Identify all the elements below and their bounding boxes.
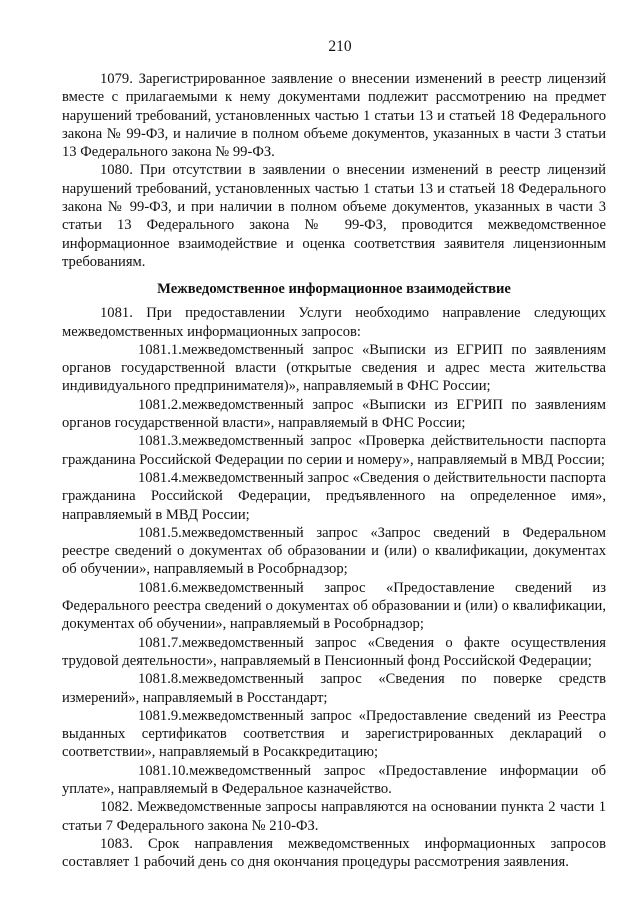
request-text: межведомственный запрос «Запрос сведений в Федеральном реестре сведений о документах об образовании и (или) о квалификации, документах об обучении», направляемый в Рособрнадзор; bbox=[62, 524, 606, 578]
request-number: 1081.5. bbox=[138, 524, 182, 541]
request-list bbox=[62, 341, 606, 798]
request-number: 1081.9. bbox=[138, 707, 182, 724]
request-text: межведомственный запрос «Предоставление информации об уплате», направляемый в Федеральное казначейство. bbox=[62, 762, 606, 797]
paragraph-1079: 1079. Зарегистрированное заявление о внесении изменений в реестр лицензий вместе с прилагаемыми к нему документами подлежит рассмотрению на предмет нарушений требований, установленных частью 1 статьи 13 и статьей 18 Федерального закона № 99-ФЗ, и наличие в полном объеме документов, указанных в части 3 статьи 13 Федерального закона № 99-ФЗ. bbox=[62, 71, 606, 161]
request-item bbox=[62, 341, 606, 396]
request-text: межведомственный запрос «Предоставление сведений из Федерального реестра сведений о документах об образовании и (или) о квалификации, документах об обучении», направляемый в Рособрнадзор; bbox=[62, 579, 606, 633]
request-item bbox=[62, 524, 606, 579]
request-number: 1081.7. bbox=[138, 634, 182, 651]
request-text: межведомственный запрос «Сведения по поверке средств измерений», направляемый в Росстандарт; bbox=[62, 671, 606, 706]
request-text: межведомственный запрос «Проверка действительности паспорта гражданина Российской Федерации по серии и номеру», направляемый в МВД России; bbox=[62, 433, 606, 468]
request-item bbox=[62, 432, 606, 469]
request-number: 1081.3. bbox=[138, 433, 182, 450]
request-text: межведомственный запрос «Выписки из ЕГРИП по заявлениям органов государственной власти», направляемый в ФНС России; bbox=[62, 396, 606, 432]
request-number: 1081.10. bbox=[138, 762, 190, 779]
request-number: 1081.4. bbox=[138, 469, 182, 486]
section-heading: Межведомственное информационное взаимодействие bbox=[157, 281, 511, 298]
request-item bbox=[62, 670, 606, 707]
request-item bbox=[62, 707, 606, 762]
paragraph-1081-intro: 1081. При предоставлении Услуги необходимо направление следующих межведомственных информационных запросов: bbox=[62, 305, 606, 340]
request-item bbox=[62, 579, 606, 634]
request-text: межведомственный запрос «Сведения о действительности паспорта гражданина Российской Федерации, предъявленного на определенное имя», направляемый в МВД России; bbox=[62, 469, 606, 523]
request-item bbox=[62, 762, 606, 799]
paragraph-1080: 1080. При отсутствии в заявлении о внесении изменений в реестр лицензий нарушений требований, установленных частью 1 статьи 13 и статьей 18 Федерального закона № 99-ФЗ, и при наличии в полном объеме документов, указанных в части 3 статьи 13 Федерального закона № 99-ФЗ, проводится межведомственное информационное взаимодействие и оценка соответствия заявителя лицензионным требованиям. bbox=[62, 162, 606, 270]
request-item bbox=[62, 469, 606, 524]
request-number: 1081.6. bbox=[138, 579, 182, 596]
request-number: 1081.1. bbox=[138, 341, 182, 358]
paragraph-1082: 1082. Межведомственные запросы направляются на основании пункта 2 части 1 статьи 7 Федерального закона № 210-ФЗ. bbox=[62, 799, 606, 834]
request-text: межведомственный запрос «Выписки из ЕГРИП по заявлениям органов государственной власти (открытые сведения и адрес места жительства индивидуального предпринимателя)», направляемый в ФНС России; bbox=[62, 341, 606, 395]
request-number: 1081.2. bbox=[138, 396, 182, 413]
request-text: межведомственный запрос «Сведения о факте осуществления трудовой деятельности», направляемый в Пенсионный фонд Российской Федерации; bbox=[62, 634, 606, 669]
page-number: 210 bbox=[328, 38, 352, 55]
request-text: межведомственный запрос «Предоставление сведений из Реестра выданных сертификатов соответствия и зарегистрированных деклараций о соответствии», направляемый в Росаккредитацию; bbox=[62, 707, 606, 761]
paragraph-1083: 1083. Срок направления межведомственных информационных запросов составляет 1 рабочий день со дня окончания процедуры рассмотрения заявления. bbox=[62, 835, 606, 871]
request-item bbox=[62, 634, 606, 671]
request-number: 1081.8. bbox=[138, 671, 182, 688]
request-item bbox=[62, 396, 606, 433]
